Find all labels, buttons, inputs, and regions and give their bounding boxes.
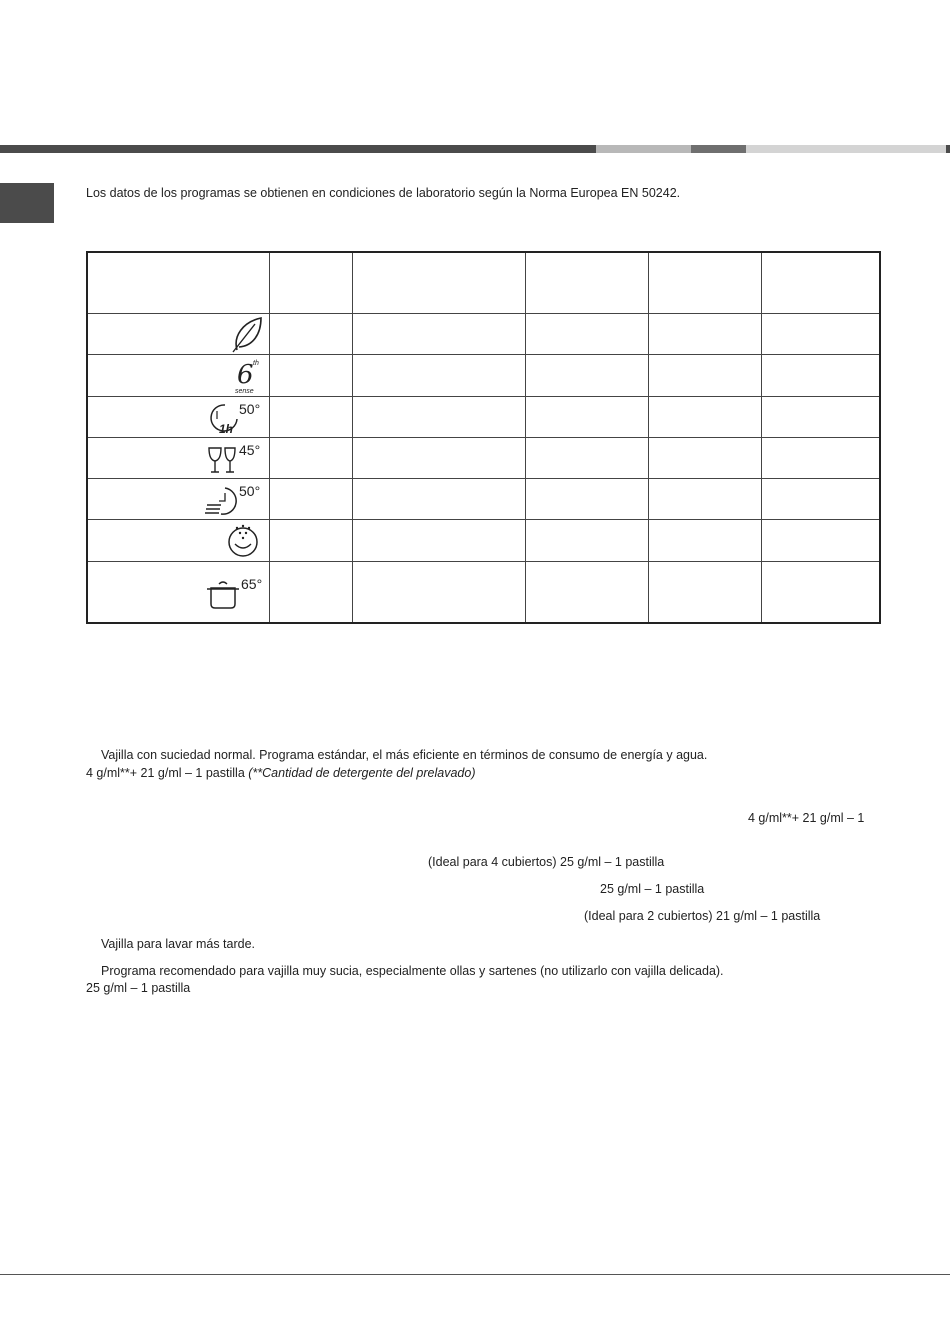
table-row xyxy=(87,396,880,437)
note-line-5: 25 g/ml – 1 pastilla xyxy=(600,882,705,896)
table-row xyxy=(87,520,880,561)
intro-text: Los datos de los programas se obtienen en condiciones de laboratorio según la Norma Europea EN 50242. xyxy=(86,186,681,200)
note-line-9: 25 g/ml – 1 pastilla xyxy=(86,981,191,995)
table-row xyxy=(87,561,880,623)
pot-temp: 65° xyxy=(240,575,262,592)
one-hour-temp: 50° xyxy=(238,400,260,417)
footer-divider xyxy=(0,1274,950,1275)
sixth-sense-sup: th xyxy=(252,360,259,368)
language-tab xyxy=(0,183,54,223)
table-row xyxy=(87,355,880,396)
header-color-bar xyxy=(0,145,950,153)
table-row xyxy=(87,314,880,355)
soak-icon xyxy=(221,520,267,560)
sixth-sense-icon xyxy=(221,355,267,395)
table-row xyxy=(87,479,880,520)
sixth-sense-sub: sense xyxy=(234,388,254,396)
note-line-1: Vajilla con suciedad normal. Programa estándar, el más eficiente en términos de consumo de energía y agua. xyxy=(101,748,708,762)
note-line-4: (Ideal para 4 cubiertos) 25 g/ml – 1 pastilla xyxy=(428,855,665,869)
programs-table xyxy=(86,251,881,624)
table-row xyxy=(87,437,880,478)
one-hour-sub: 1h xyxy=(218,421,233,436)
leaf-icon xyxy=(221,314,267,354)
note-line-2-italic: (**Cantidad de detergente del prelavado) xyxy=(248,766,476,780)
note-line-7: Vajilla para lavar más tarde. xyxy=(101,937,256,951)
glasses-temp: 45° xyxy=(238,441,260,458)
pot-icon xyxy=(203,572,267,612)
note-line-2 xyxy=(86,766,476,780)
note-line-6: (Ideal para 2 cubiertos) 21 g/ml – 1 pastilla xyxy=(584,909,821,923)
table-header-row xyxy=(87,252,880,314)
note-line-2-main: 4 g/ml**+ 21 g/ml – 1 pastilla xyxy=(86,766,249,780)
quick-plate-temp: 50° xyxy=(238,483,260,500)
note-line-3: 4 g/ml**+ 21 g/ml – 1 xyxy=(748,811,865,825)
quick-plate-icon xyxy=(203,479,267,519)
note-line-8: Programa recomendado para vajilla muy sucia, especialmente ollas y sartenes (no utilizarlo con vajilla delicada). xyxy=(101,964,724,978)
one-hour-icon xyxy=(203,397,267,437)
svg-text:6: 6 xyxy=(236,360,254,391)
glasses-icon xyxy=(203,438,267,478)
